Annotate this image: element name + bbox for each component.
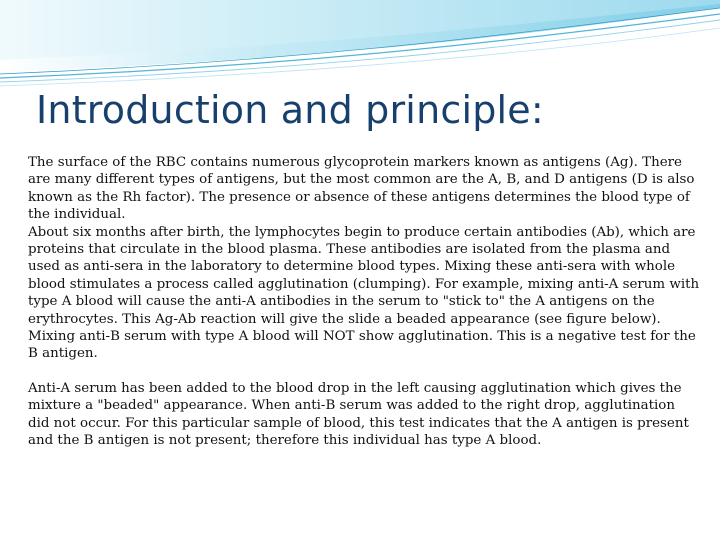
decorative-wave-banner xyxy=(0,0,720,90)
slide-title: Introduction and principle: xyxy=(36,88,544,132)
paragraph-agglutination-result: Anti-A serum has been added to the blood drop in the left causing agglutination which gives the mixture a "beaded" appearance. When anti-B serum was added to the right drop, agglutination did not occur. For this particular sample of blood, this test indicates that the A antigen is present and the B antigen is not present; therefore this individual has type A blood. xyxy=(28,380,689,449)
paragraph-antibodies: About six months after birth, the lymphocytes begin to produce certain antibodies (Ab), which are proteins that circulate in the blood plasma. These antibodies are isolated from the plasma and used as anti-sera in the laboratory to determine blood types. Mixing these anti-sera with whole blood stimulates a process called agglutination (clumping). For example, mixing anti-A serum with type A blood will cause the anti-A antibodies in the serum to "stick to" the A antigens on the erythrocytes. This Ag-Ab reaction will give the slide a beaded appearance (see figure below). Mixing anti-B serum with type A blood will NOT show agglutination. This is a negative test for the B antigen. xyxy=(28,224,700,362)
paragraph-antigens: The surface of the RBC contains numerous glycoprotein markers known as antigens (Ag). There are many different types of antigens, but the most common are the A, B, and D antigens (D is also known as the Rh factor). The presence or absence of these antigens determines the blood type of the individual. xyxy=(28,155,695,223)
body-text xyxy=(28,154,700,450)
